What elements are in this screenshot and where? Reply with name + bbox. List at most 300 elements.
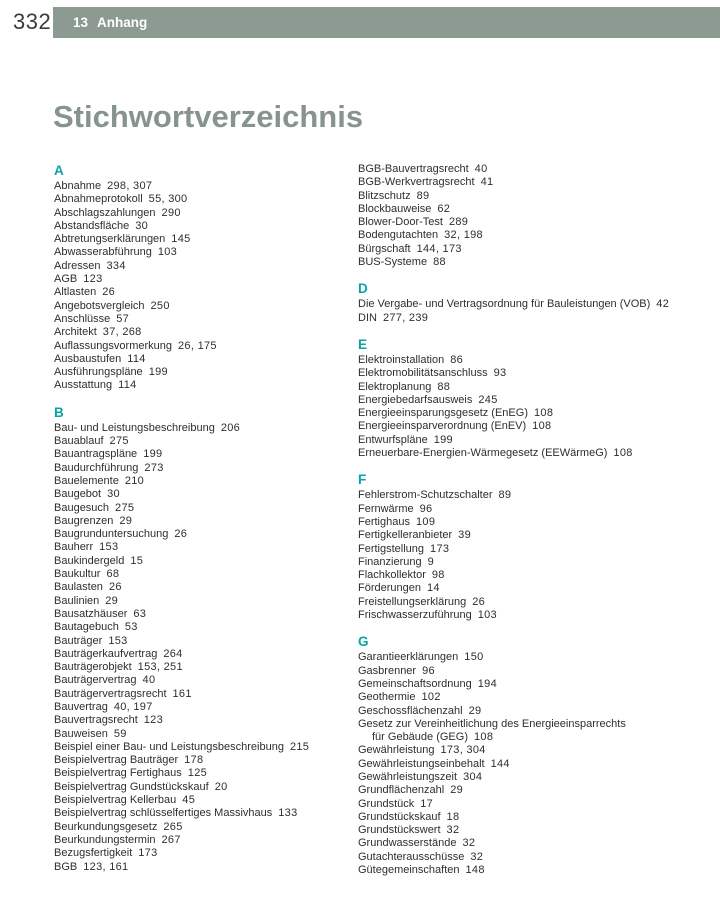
index-entry — [358, 367, 718, 380]
entry-pages: 133 — [278, 807, 298, 820]
entry-pages: 30 — [107, 488, 120, 501]
index-entry — [358, 229, 718, 242]
entry-term: Abschlagszahlungen — [54, 206, 156, 219]
entry-term: für Gebäude (GEG) — [372, 731, 468, 744]
index-entry — [54, 300, 358, 313]
index-entry — [358, 503, 718, 516]
index-entry — [358, 731, 718, 744]
entry-pages: 29 — [450, 784, 464, 797]
entry-term: Grundstückswert — [358, 824, 441, 837]
section-letter: B — [54, 404, 64, 420]
entry-term: Bauherr — [54, 541, 94, 554]
entry-pages: 18 — [446, 810, 460, 823]
entry-pages: 42 — [656, 298, 670, 311]
index-entry — [54, 502, 358, 515]
entry-term: Abstandsfläche — [54, 219, 130, 232]
index-entry — [54, 688, 358, 701]
entry-pages: 39 — [458, 529, 471, 542]
entry-pages: 153 — [108, 634, 128, 647]
entry-term: Bauträgervertragsrecht — [54, 687, 167, 700]
index-entry — [358, 556, 718, 569]
index-entry — [358, 718, 718, 731]
index-entry — [54, 340, 358, 353]
entry-pages: 26 — [174, 528, 188, 541]
index-entry — [54, 246, 358, 259]
index-entry — [358, 354, 718, 367]
index-entry — [54, 528, 358, 541]
index-entry — [54, 754, 358, 767]
index-entry — [54, 541, 358, 554]
entry-term: Baugrunduntersuchung — [54, 528, 169, 541]
entry-pages: 32 — [462, 837, 476, 850]
entry-term: Baudurchführung — [54, 461, 139, 474]
entry-term: Förderungen — [358, 582, 421, 595]
entry-pages: 96 — [419, 502, 433, 515]
entry-pages: 273 — [144, 461, 164, 474]
index-entry — [54, 581, 358, 594]
entry-pages: 29 — [105, 594, 119, 607]
entry-pages: 26, 175 — [178, 339, 217, 352]
entry-term: Bautagebuch — [54, 621, 119, 634]
index-entry — [54, 821, 358, 834]
entry-pages: 173 — [430, 542, 450, 555]
index-entry — [54, 207, 358, 220]
entry-term: Beispielvertrag Fertighaus — [54, 767, 182, 780]
entry-pages: 277, 239 — [382, 311, 429, 324]
page-number: 332 — [13, 9, 52, 34]
index-entry — [358, 216, 718, 229]
entry-term: Bauvertrag — [54, 700, 108, 713]
entry-term: Baugebot — [54, 488, 102, 501]
entry-pages: 173 — [138, 847, 158, 860]
index-entry — [54, 286, 358, 299]
entry-term: Bauträger — [54, 634, 103, 647]
index-entry — [358, 582, 718, 595]
index-entry — [358, 678, 718, 691]
entry-term: Baukultur — [54, 568, 101, 581]
index-entry — [54, 661, 358, 674]
entry-term: BGB-Bauvertragsrecht — [358, 163, 469, 175]
index-entry — [54, 728, 358, 741]
entry-pages: 17 — [420, 797, 434, 810]
entry-term: Fehlerstrom-Schutzschalter — [358, 489, 493, 502]
index-entry — [358, 691, 718, 704]
entry-pages: 45 — [182, 794, 196, 807]
entry-pages: 89 — [416, 189, 430, 202]
entry-pages: 108 — [474, 731, 494, 744]
index-entry — [54, 180, 358, 193]
entry-term: Bau- und Leistungsbeschreibung — [54, 421, 215, 434]
entry-pages: 199 — [148, 366, 168, 379]
entry-pages: 304 — [463, 770, 483, 783]
index-entry — [358, 447, 718, 460]
entry-pages: 148 — [465, 864, 485, 877]
entry-term: Die Vergabe- und Vertragsordnung für Bauleistungen (VOB) — [358, 298, 651, 311]
index-entry — [54, 714, 358, 727]
entry-term: Blockbauweise — [358, 202, 432, 215]
section-letter: A — [54, 163, 64, 178]
entry-term: Abnahme — [54, 180, 102, 192]
index-entry — [358, 529, 718, 542]
entry-term: Architekt — [54, 326, 97, 339]
index-entry — [54, 379, 358, 392]
index-entry — [54, 807, 358, 820]
index-entry — [54, 448, 358, 461]
index-entry — [54, 568, 358, 581]
entry-pages: 32 — [446, 824, 460, 837]
entry-pages: 102 — [421, 691, 441, 704]
index-column-right — [358, 163, 718, 877]
entry-pages: 173, 304 — [440, 744, 486, 757]
entry-pages: 145 — [171, 233, 191, 246]
entry-term: Angebotsvergleich — [54, 299, 145, 312]
entry-pages: 96 — [422, 664, 435, 677]
index-entry — [358, 298, 718, 311]
entry-term: Bürgschaft — [358, 242, 411, 255]
entry-term: Energiebedarfsausweis — [358, 393, 473, 406]
index-entry — [54, 701, 358, 714]
entry-pages: 199 — [143, 448, 163, 461]
index-entry — [358, 705, 718, 718]
entry-term: Abwasserabführung — [54, 246, 152, 259]
index-entry — [54, 422, 358, 435]
index-entry — [54, 847, 358, 860]
entry-pages: 199 — [433, 433, 453, 446]
entry-term: Garantieerklärungen — [358, 651, 459, 664]
entry-term: Elektromobilitätsanschluss — [358, 367, 488, 380]
entry-pages: 298, 307 — [107, 180, 153, 192]
index-entry — [54, 674, 358, 687]
index-entry — [54, 220, 358, 233]
index-entry — [54, 193, 358, 206]
entry-term: Grundstück — [358, 797, 415, 810]
entry-term: Gasbrenner — [358, 664, 417, 677]
index-entry — [54, 366, 358, 379]
index-entry — [54, 834, 358, 847]
entry-term: Ausstattung — [54, 379, 113, 392]
entry-pages: 109 — [415, 515, 436, 528]
index-entry — [54, 781, 358, 794]
entry-term: Beispielvertrag Bauträger — [54, 754, 179, 767]
entry-term: Fertigkelleranbieter — [358, 529, 453, 542]
entry-term: Abnahmeprotokoll — [54, 193, 143, 206]
entry-pages: 40, 197 — [113, 700, 153, 713]
entry-pages: 264 — [163, 647, 183, 660]
entry-term: Bauträgerobjekt — [54, 661, 132, 674]
index-entry — [358, 381, 718, 394]
entry-pages: 103 — [477, 609, 497, 622]
entry-pages: 88 — [437, 380, 451, 393]
index-entry — [54, 555, 358, 568]
entry-pages: 53 — [124, 621, 138, 634]
index-entry — [54, 488, 358, 501]
index-entry — [358, 516, 718, 529]
index-entry — [54, 475, 358, 488]
entry-pages: 59 — [113, 727, 127, 740]
entry-term: Bodengutachten — [358, 229, 439, 242]
index-entry — [358, 864, 718, 877]
entry-pages: 153, 251 — [137, 661, 183, 674]
index-entry — [358, 489, 718, 502]
index-entry — [358, 434, 718, 447]
entry-pages: 144 — [490, 757, 510, 770]
index-columns — [54, 163, 718, 877]
entry-term: Beurkundungstermin — [54, 833, 156, 846]
entry-term: Baugrenzen — [54, 514, 114, 527]
entry-term: Bauträgervertrag — [54, 674, 137, 687]
index-entry — [358, 394, 718, 407]
entry-term: Entwurfspläne — [358, 433, 428, 446]
index-entry — [54, 767, 358, 780]
index-entry — [358, 569, 718, 582]
entry-pages: 14 — [427, 582, 440, 595]
index-entry — [54, 260, 358, 273]
entry-pages: 206 — [220, 421, 241, 434]
index-group — [358, 163, 718, 269]
entry-pages: 55, 300 — [148, 193, 188, 206]
index-entry — [54, 861, 358, 874]
index-entry — [358, 665, 718, 678]
entry-term: Altlasten — [54, 286, 97, 299]
entry-pages: 93 — [493, 367, 507, 380]
index-entry — [54, 648, 358, 661]
index-entry — [358, 851, 718, 864]
entry-term: Blitzschutz — [358, 189, 411, 202]
entry-pages: 267 — [161, 833, 181, 846]
entry-term: Geschossflächenzahl — [358, 704, 463, 717]
entry-pages: 40 — [142, 674, 156, 687]
entry-term: Bauelemente — [54, 474, 119, 487]
entry-term: Bauweisen — [54, 727, 108, 740]
entry-pages: 32 — [470, 850, 484, 863]
index-group — [358, 472, 718, 622]
index-group — [358, 337, 718, 460]
entry-pages: 63 — [133, 607, 147, 620]
entry-term: Elektroplanung — [358, 380, 432, 393]
index-entry — [358, 744, 718, 757]
entry-term: Beispiel einer Bau- und Leistungsbeschreibung — [54, 740, 284, 753]
entry-term: Gewährleistungseinbehalt — [358, 757, 485, 770]
entry-pages: 41 — [480, 176, 494, 189]
index-entry — [54, 515, 358, 528]
entry-pages: 150 — [464, 651, 484, 664]
entry-pages: 98 — [431, 569, 445, 582]
index-entry — [358, 176, 718, 189]
entry-term: Beispielvertrag Gundstückskauf — [54, 780, 209, 793]
entry-term: Freistellungserklärung — [358, 595, 467, 608]
entry-term: Fertighaus — [358, 515, 410, 528]
index-entry — [54, 273, 358, 286]
index-entry — [358, 758, 718, 771]
entry-pages: 29 — [468, 704, 482, 717]
index-entry — [54, 794, 358, 807]
entry-term: Bauträgerkaufvertrag — [54, 647, 158, 660]
index-entry — [54, 635, 358, 648]
entry-term: Gewährleistung — [358, 744, 435, 757]
entry-term: Frischwasserzuführung — [358, 609, 472, 622]
entry-pages: 215 — [289, 740, 310, 753]
entry-pages: 334 — [106, 259, 126, 272]
entry-term: DIN — [358, 311, 377, 324]
entry-term: Gutachterausschüsse — [358, 850, 465, 863]
index-entry — [358, 798, 718, 811]
entry-pages: 265 — [163, 820, 183, 833]
entry-term: Baulasten — [54, 581, 103, 594]
index-entry — [54, 435, 358, 448]
chapter-number: 13 — [73, 15, 89, 30]
entry-term: Baugesuch — [54, 501, 110, 514]
index-group — [358, 634, 718, 877]
entry-term: BGB — [54, 860, 78, 873]
entry-term: Flachkollektor — [358, 569, 426, 582]
section-letter: D — [358, 281, 368, 297]
entry-pages: 57 — [116, 312, 130, 325]
entry-pages: 123, 161 — [83, 860, 129, 873]
entry-pages: 15 — [130, 554, 144, 567]
index-entry — [358, 420, 718, 433]
entry-pages: 114 — [127, 352, 146, 365]
entry-term: Beispielvertrag Kellerbau — [54, 794, 177, 807]
index-entry — [54, 608, 358, 621]
entry-term: Baulinien — [54, 594, 100, 607]
entry-term: Fernwärme — [358, 502, 414, 515]
entry-pages: 29 — [119, 514, 133, 527]
index-entry — [358, 243, 718, 256]
entry-pages: 86 — [450, 353, 464, 366]
entry-term: Gemeinschaftsordnung — [358, 677, 472, 690]
entry-pages: 275 — [115, 501, 135, 514]
entry-term: Bausatzhäuser — [54, 607, 128, 620]
index-entry — [358, 811, 718, 824]
entry-term: Energieeinsparverordnung (EnEV) — [358, 420, 527, 433]
entry-pages: 108 — [533, 407, 554, 420]
index-entry — [54, 313, 358, 326]
index-entry — [358, 837, 718, 850]
index-entry — [358, 190, 718, 203]
entry-pages: 275 — [109, 435, 129, 448]
entry-pages: 88 — [433, 256, 446, 269]
entry-pages: 26 — [472, 595, 486, 608]
index-entry — [358, 609, 718, 622]
entry-pages: 68 — [106, 568, 120, 581]
entry-term: Beispielvertrag schlüsselfertiges Massivhaus — [54, 807, 273, 820]
entry-term: Gesetz zur Vereinheitlichung des Energieeinsparrechts — [358, 717, 626, 730]
entry-term: Bezugsfertigkeit — [54, 847, 133, 860]
chapter-bar — [53, 7, 720, 38]
entry-term: Baukindergeld — [54, 554, 125, 567]
index-entry — [358, 256, 718, 269]
entry-term: Adressen — [54, 259, 101, 272]
entry-pages: 210 — [124, 474, 145, 487]
entry-term: Ausbaustufen — [54, 352, 122, 365]
entry-pages: 194 — [477, 677, 497, 690]
entry-pages: 245 — [478, 393, 498, 406]
entry-pages: 178 — [184, 754, 204, 767]
entry-term: Energieeinsparungsgesetz (EnEG) — [358, 407, 528, 420]
index-group — [358, 281, 718, 325]
entry-pages: 62 — [437, 202, 451, 215]
entry-pages: 153 — [99, 541, 119, 554]
section-letter: F — [358, 472, 367, 488]
entry-pages: 37, 268 — [102, 326, 142, 339]
entry-term: Bauvertragsrecht — [54, 714, 138, 727]
entry-term: Gewährleistungszeit — [358, 770, 458, 783]
entry-term: Elektroinstallation — [358, 353, 445, 366]
index-entry — [358, 203, 718, 216]
entry-pages: 125 — [187, 767, 208, 780]
entry-term: Auflassungsvormerkung — [54, 339, 173, 352]
entry-term: Erneuerbare-Energien-Wärmegesetz (EEWärmeG) — [358, 447, 608, 460]
index-entry — [54, 462, 358, 475]
index-entry — [54, 353, 358, 366]
chapter-title: Anhang — [97, 15, 148, 30]
index-column-left — [54, 163, 358, 874]
entry-term: Bauantragspläne — [54, 448, 138, 461]
section-letter: E — [358, 336, 368, 352]
entry-pages: 9 — [427, 555, 435, 568]
entry-pages: 290 — [161, 206, 181, 219]
entry-pages: 30 — [135, 219, 149, 232]
entry-term: Fertigstellung — [358, 542, 425, 555]
section-letter: G — [358, 634, 369, 650]
entry-pages: 161 — [172, 687, 192, 700]
entry-pages: 26 — [108, 581, 122, 594]
entry-term: Grundflächenzahl — [358, 784, 445, 797]
entry-term: Gütegemeinschaften — [358, 864, 460, 877]
entry-term: BUS-Systeme — [358, 256, 428, 269]
entry-term: Bauablauf — [54, 435, 104, 448]
entry-pages: 40 — [474, 163, 488, 175]
entry-pages: 32, 198 — [444, 229, 483, 242]
entry-term: Finanzierung — [358, 555, 422, 568]
index-entry — [54, 595, 358, 608]
entry-term: Grundwasserstände — [358, 837, 457, 850]
entry-term: Blower-Door-Test — [358, 216, 443, 229]
entry-pages: 108 — [613, 447, 633, 460]
entry-pages: 123 — [143, 714, 164, 727]
index-entry — [54, 741, 358, 754]
entry-term: BGB-Werkvertragsrecht — [358, 176, 475, 189]
entry-term: Ausführungspläne — [54, 366, 143, 379]
index-group — [54, 405, 358, 874]
index-entry — [54, 621, 358, 634]
entry-pages: 289 — [448, 216, 469, 229]
entry-term: Grundstückskauf — [358, 810, 441, 823]
index-entry — [358, 771, 718, 784]
entry-term: AGB — [54, 273, 78, 286]
entry-pages: 103 — [157, 246, 178, 259]
entry-pages: 89 — [498, 489, 512, 502]
page-title: Stichwortverzeichnis — [53, 99, 364, 134]
entry-pages: 250 — [150, 299, 170, 312]
entry-pages: 108 — [532, 420, 552, 433]
index-entry — [54, 233, 358, 246]
entry-term: Anschlüsse — [54, 312, 111, 325]
entry-term: Geothermie — [358, 691, 416, 704]
entry-pages: 123 — [83, 273, 103, 286]
index-entry — [358, 163, 718, 176]
entry-pages: 114 — [118, 379, 137, 392]
index-group — [54, 163, 358, 393]
index-entry — [358, 312, 718, 325]
index-entry — [358, 651, 718, 664]
index-entry — [358, 596, 718, 609]
index-entry — [358, 784, 718, 797]
index-entry — [54, 326, 358, 339]
index-entry — [358, 407, 718, 420]
entry-term: Beurkundungsgesetz — [54, 820, 158, 833]
entry-term: Abtretungserklärungen — [54, 233, 166, 246]
